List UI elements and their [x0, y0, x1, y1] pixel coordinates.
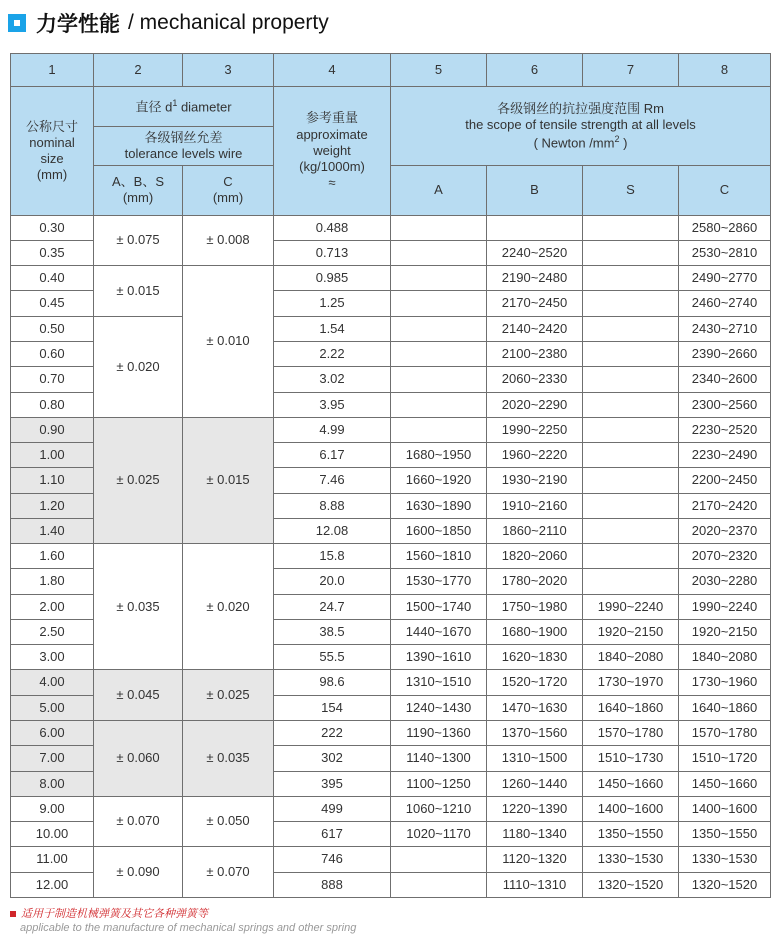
tolerance-c-cell: ± 0.070	[183, 847, 274, 898]
strength-s-cell	[583, 443, 679, 468]
tolerance-c-cell: ± 0.020	[183, 544, 274, 670]
nominal-size-cell: 3.00	[11, 645, 94, 670]
weight-cell: 38.5	[274, 619, 391, 644]
weight-cell: 222	[274, 720, 391, 745]
nominal-size-cell: 0.40	[11, 266, 94, 291]
strength-s-cell: 1990~2240	[583, 594, 679, 619]
weight-unit: (kg/1000m)	[299, 159, 365, 175]
strength-c-cell: 1640~1860	[679, 695, 771, 720]
nominal-size-cell: 0.35	[11, 240, 94, 265]
square-bullet-icon	[8, 14, 26, 32]
col-num: 3	[183, 54, 274, 87]
strength-b-cell: 1930~2190	[487, 468, 583, 493]
weight-cell: 55.5	[274, 645, 391, 670]
tol-c-header	[183, 166, 274, 216]
strength-s-cell	[583, 569, 679, 594]
strength-b-cell: 1620~1830	[487, 645, 583, 670]
strength-s-cell	[583, 266, 679, 291]
strength-a-cell: 1500~1740	[391, 594, 487, 619]
strength-c-cell: 2230~2520	[679, 417, 771, 442]
strength-s-cell: 1350~1550	[583, 822, 679, 847]
tolerance-abs-cell: ± 0.060	[94, 720, 183, 796]
nominal-size-cell: 8.00	[11, 771, 94, 796]
strength-b-cell	[487, 215, 583, 240]
grade-header-s: S	[583, 166, 679, 216]
tolerance-abs-cell: ± 0.035	[94, 544, 183, 670]
strength-s-cell	[583, 468, 679, 493]
weight-cell: 0.985	[274, 266, 391, 291]
strength-c-cell: 2200~2450	[679, 468, 771, 493]
title-en: / mechanical property	[128, 11, 329, 34]
strength-a-cell: 1680~1950	[391, 443, 487, 468]
strength-s-cell: 1570~1780	[583, 720, 679, 745]
strength-a-cell: 1600~1850	[391, 518, 487, 543]
strength-c-cell: 1400~1600	[679, 796, 771, 821]
strength-s-cell	[583, 215, 679, 240]
nominal-size-cell: 0.30	[11, 215, 94, 240]
tolerance-abs-cell: ± 0.070	[94, 796, 183, 847]
section-title	[8, 8, 329, 38]
strength-c-cell: 1570~1780	[679, 720, 771, 745]
strength-s-cell: 1450~1660	[583, 771, 679, 796]
tolerance-c-cell: ± 0.010	[183, 266, 274, 418]
nominal-unit: (mm)	[36, 167, 68, 183]
nominal-size-cell: 1.00	[11, 443, 94, 468]
strength-c-cell: 2030~2280	[679, 569, 771, 594]
weight-cell: 746	[274, 847, 391, 872]
strength-c-cell: 1350~1550	[679, 822, 771, 847]
nominal-size-cell: 1.80	[11, 569, 94, 594]
nominal-size-cell: 10.00	[11, 822, 94, 847]
col-num: 8	[679, 54, 771, 87]
nominal-size-cell: 0.80	[11, 392, 94, 417]
strength-b-cell: 2060~2330	[487, 367, 583, 392]
weight-cell: 3.95	[274, 392, 391, 417]
strength-cn: 各级钢丝的抗拉强度范围 Rm	[497, 101, 664, 117]
strength-a-cell	[391, 367, 487, 392]
usage-note	[10, 905, 208, 921]
strength-s-cell	[583, 518, 679, 543]
red-square-icon	[10, 911, 16, 917]
weight-cell: 98.6	[274, 670, 391, 695]
nominal-size-cell: 0.90	[11, 417, 94, 442]
tolerance-c-cell: ± 0.050	[183, 796, 274, 847]
nominal-size-cell: 1.10	[11, 468, 94, 493]
weight-cell: 1.54	[274, 316, 391, 341]
tolerance-cn: 各级钢丝允差	[144, 129, 223, 145]
col-num: 1	[11, 54, 94, 87]
tolerance-abs-cell: ± 0.025	[94, 417, 183, 543]
weight-cell: 617	[274, 822, 391, 847]
strength-a-cell	[391, 291, 487, 316]
strength-a-cell: 1530~1770	[391, 569, 487, 594]
nominal-size-cell: 0.45	[11, 291, 94, 316]
strength-b-cell: 1910~2160	[487, 493, 583, 518]
strength-b-cell: 1990~2250	[487, 417, 583, 442]
strength-c-cell: 1990~2240	[679, 594, 771, 619]
nominal-size-cell: 6.00	[11, 720, 94, 745]
strength-b-cell: 1750~1980	[487, 594, 583, 619]
strength-s-cell: 1840~2080	[583, 645, 679, 670]
strength-a-cell	[391, 847, 487, 872]
strength-b-cell: 2190~2480	[487, 266, 583, 291]
strength-s-cell: 1730~1970	[583, 670, 679, 695]
strength-s-cell: 1330~1530	[583, 847, 679, 872]
strength-s-cell	[583, 342, 679, 367]
weight-cell: 12.08	[274, 518, 391, 543]
tolerance-header	[94, 126, 274, 165]
strength-a-cell	[391, 266, 487, 291]
diameter-sup: 1	[172, 97, 178, 108]
weight-cell: 6.17	[274, 443, 391, 468]
weight-cell: 2.22	[274, 342, 391, 367]
strength-c-cell: 2020~2370	[679, 518, 771, 543]
strength-b-cell: 1680~1900	[487, 619, 583, 644]
col-num: 4	[274, 54, 391, 87]
strength-s-cell	[583, 493, 679, 518]
table-row	[11, 796, 771, 821]
strength-b-cell: 1180~1340	[487, 822, 583, 847]
weight-cell: 499	[274, 796, 391, 821]
strength-a-cell: 1190~1360	[391, 720, 487, 745]
note-en: applicable to the manufacture of mechanical springs and other spring	[20, 922, 357, 934]
tolerance-abs-cell: ± 0.090	[94, 847, 183, 898]
strength-a-cell	[391, 215, 487, 240]
grade-header-a: A	[391, 166, 487, 216]
weight-cell: 302	[274, 746, 391, 771]
tolerance-en: tolerance levels wire	[124, 145, 243, 161]
diameter-header	[94, 87, 274, 126]
weight-cell: 4.99	[274, 417, 391, 442]
tol-abs-label: A、B、S	[111, 174, 164, 190]
strength-a-cell	[391, 240, 487, 265]
strength-a-cell	[391, 392, 487, 417]
strength-c-cell: 2170~2420	[679, 493, 771, 518]
nominal-en2: size	[40, 151, 64, 166]
strength-a-cell: 1100~1250	[391, 771, 487, 796]
nominal-en1: nominal	[29, 134, 75, 150]
weight-cell: 888	[274, 872, 391, 897]
tol-abs-header	[94, 166, 183, 216]
grade-header-b: B	[487, 166, 583, 216]
strength-a-cell: 1390~1610	[391, 645, 487, 670]
strength-b-cell: 2170~2450	[487, 291, 583, 316]
col-num: 2	[94, 54, 183, 87]
weight-header	[274, 87, 391, 215]
header-row-3	[11, 166, 771, 216]
weight-cell: 24.7	[274, 594, 391, 619]
strength-s-cell: 1400~1600	[583, 796, 679, 821]
weight-cell: 395	[274, 771, 391, 796]
title-cn: 力学性能	[36, 13, 120, 36]
nominal-size-cell: 9.00	[11, 796, 94, 821]
nominal-size-cell: 1.40	[11, 518, 94, 543]
nominal-size-cell: 2.50	[11, 619, 94, 644]
tolerance-abs-cell: ± 0.045	[94, 670, 183, 721]
tolerance-abs-cell: ± 0.015	[94, 266, 183, 317]
col-num: 7	[583, 54, 679, 87]
table-row	[11, 720, 771, 745]
table-row	[11, 670, 771, 695]
strength-b-cell: 2020~2290	[487, 392, 583, 417]
strength-en: the scope of tensile strength at all levels	[465, 117, 696, 133]
table-row	[11, 417, 771, 442]
header-row-1	[11, 87, 771, 126]
strength-c-cell: 2070~2320	[679, 544, 771, 569]
strength-c-cell: 2460~2740	[679, 291, 771, 316]
weight-cell: 15.8	[274, 544, 391, 569]
nominal-cn: 公称尺寸	[25, 118, 78, 134]
diameter-en: diameter	[177, 99, 232, 115]
weight-cell: 7.46	[274, 468, 391, 493]
strength-a-cell: 1140~1300	[391, 746, 487, 771]
tol-c-unit: (mm)	[212, 190, 244, 206]
nominal-size-cell: 12.00	[11, 872, 94, 897]
strength-b-cell: 1220~1390	[487, 796, 583, 821]
strength-c-cell: 1510~1720	[679, 746, 771, 771]
nominal-size-cell: 1.20	[11, 493, 94, 518]
strength-c-cell: 1450~1660	[679, 771, 771, 796]
strength-s-cell	[583, 392, 679, 417]
nominal-size-cell: 5.00	[11, 695, 94, 720]
strength-a-cell: 1060~1210	[391, 796, 487, 821]
strength-c-cell: 2530~2810	[679, 240, 771, 265]
strength-b-cell: 1470~1630	[487, 695, 583, 720]
strength-b-cell: 1260~1440	[487, 771, 583, 796]
strength-b-cell: 1860~2110	[487, 518, 583, 543]
strength-s-cell	[583, 544, 679, 569]
nominal-size-cell: 0.50	[11, 316, 94, 341]
strength-c-cell: 2230~2490	[679, 443, 771, 468]
nominal-size-header	[11, 87, 94, 215]
strength-a-cell: 1660~1920	[391, 468, 487, 493]
table-row	[11, 847, 771, 872]
strength-b-cell: 1520~1720	[487, 670, 583, 695]
strength-header	[391, 87, 771, 166]
nominal-size-cell: 0.60	[11, 342, 94, 367]
nominal-size-cell: 0.70	[11, 367, 94, 392]
strength-c-cell: 2390~2660	[679, 342, 771, 367]
nominal-size-cell: 11.00	[11, 847, 94, 872]
strength-b-cell: 1820~2060	[487, 544, 583, 569]
strength-c-cell: 2580~2860	[679, 215, 771, 240]
strength-c-cell: 1330~1530	[679, 847, 771, 872]
table-row	[11, 316, 771, 341]
strength-b-cell: 2100~2380	[487, 342, 583, 367]
tolerance-c-cell: ± 0.008	[183, 215, 274, 266]
strength-b-cell: 1310~1500	[487, 746, 583, 771]
strength-b-cell: 1960~2220	[487, 443, 583, 468]
strength-a-cell: 1240~1430	[391, 695, 487, 720]
weight-cell: 0.488	[274, 215, 391, 240]
strength-s-cell: 1640~1860	[583, 695, 679, 720]
tol-abs-unit: (mm)	[122, 190, 154, 206]
strength-c-cell: 1730~1960	[679, 670, 771, 695]
strength-b-cell: 2240~2520	[487, 240, 583, 265]
strength-a-cell: 1630~1890	[391, 493, 487, 518]
strength-c-cell: 1920~2150	[679, 619, 771, 644]
weight-cell: 3.02	[274, 367, 391, 392]
weight-cell: 0.713	[274, 240, 391, 265]
weight-cell: 20.0	[274, 569, 391, 594]
weight-cn: 参考重量	[305, 110, 358, 126]
strength-a-cell	[391, 316, 487, 341]
tolerance-c-cell: ± 0.035	[183, 720, 274, 796]
strength-s-cell: 1320~1520	[583, 872, 679, 897]
strength-b-cell: 1120~1320	[487, 847, 583, 872]
weight-cell: 1.25	[274, 291, 391, 316]
nominal-size-cell: 2.00	[11, 594, 94, 619]
strength-s-cell: 1920~2150	[583, 619, 679, 644]
strength-a-cell	[391, 417, 487, 442]
weight-en1: approximate	[296, 126, 368, 142]
strength-c-cell: 2430~2710	[679, 316, 771, 341]
nominal-size-cell: 4.00	[11, 670, 94, 695]
strength-s-cell	[583, 240, 679, 265]
weight-cell: 8.88	[274, 493, 391, 518]
col-num: 6	[487, 54, 583, 87]
col-num: 5	[391, 54, 487, 87]
tolerance-abs-cell: ± 0.075	[94, 215, 183, 266]
note-cn: 适用于制造机械弹簧及其它各种弹簧等	[21, 908, 208, 920]
strength-a-cell: 1020~1170	[391, 822, 487, 847]
strength-s-cell: 1510~1730	[583, 746, 679, 771]
strength-s-cell	[583, 367, 679, 392]
strength-a-cell: 1310~1510	[391, 670, 487, 695]
tolerance-c-cell: ± 0.015	[183, 417, 274, 543]
strength-a-cell: 1440~1670	[391, 619, 487, 644]
nominal-size-cell: 1.60	[11, 544, 94, 569]
strength-s-cell	[583, 291, 679, 316]
strength-a-cell	[391, 872, 487, 897]
strength-b-cell: 1370~1560	[487, 720, 583, 745]
table-row	[11, 215, 771, 240]
strength-c-cell: 2300~2560	[679, 392, 771, 417]
strength-unit: ( Newton $/mm^2$ )	[533, 133, 628, 151]
weight-en2: weight	[313, 142, 351, 158]
column-number-row	[11, 54, 771, 87]
strength-c-cell: 1840~2080	[679, 645, 771, 670]
strength-a-cell: 1560~1810	[391, 544, 487, 569]
weight-cell: 154	[274, 695, 391, 720]
mechanical-property-table	[10, 53, 771, 898]
weight-approx: ≈	[328, 175, 336, 191]
strength-c-cell: 2490~2770	[679, 266, 771, 291]
strength-b-cell: 1780~2020	[487, 569, 583, 594]
strength-c-cell: 2340~2600	[679, 367, 771, 392]
table-row	[11, 266, 771, 291]
strength-a-cell	[391, 342, 487, 367]
tolerance-abs-cell: ± 0.020	[94, 316, 183, 417]
tolerance-c-cell: ± 0.025	[183, 670, 274, 721]
nominal-size-cell: 7.00	[11, 746, 94, 771]
strength-s-cell	[583, 316, 679, 341]
diameter-cn: 直径 d	[135, 99, 173, 115]
strength-b-cell: 2140~2420	[487, 316, 583, 341]
strength-c-cell: 1320~1520	[679, 872, 771, 897]
strength-b-cell: 1110~1310	[487, 872, 583, 897]
strength-s-cell	[583, 417, 679, 442]
table-row	[11, 544, 771, 569]
grade-header-c: C	[679, 166, 771, 216]
tol-c-label: C	[223, 174, 233, 190]
